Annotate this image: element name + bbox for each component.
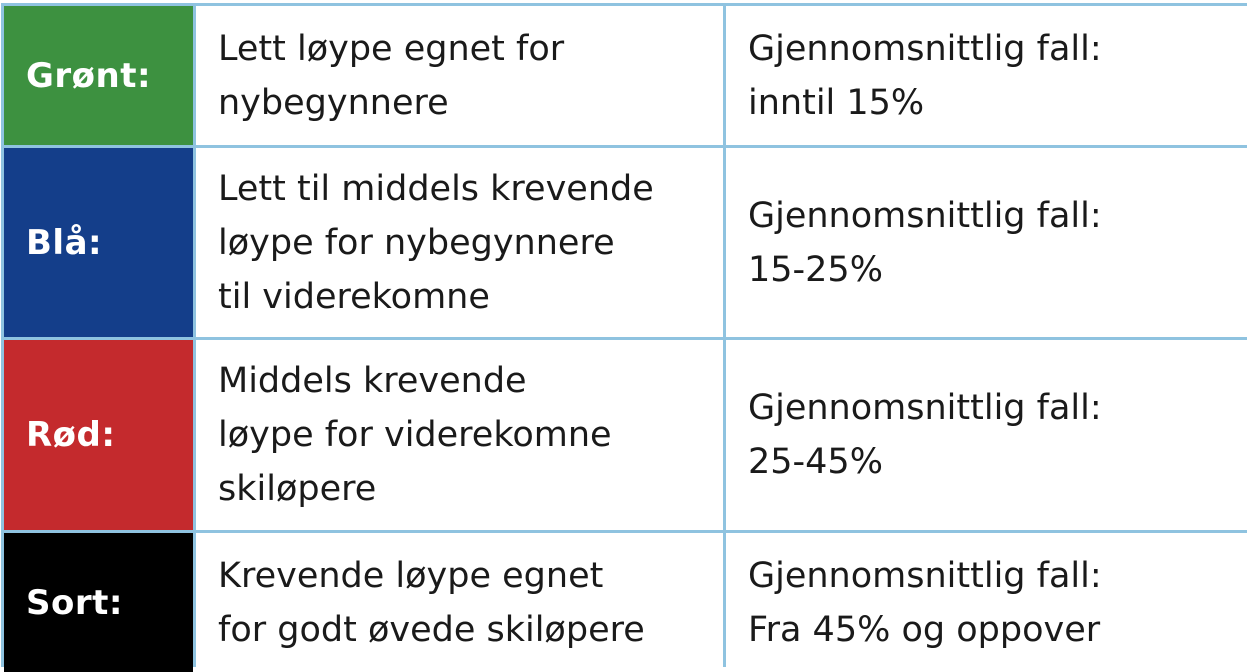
slope-difficulty-table xyxy=(1,3,1247,667)
row-green-fall: Gjennomsnittlig fall: inntil 15% xyxy=(726,6,1248,145)
row-blue-fall: Gjennomsnittlig fall: 15-25% xyxy=(726,148,1248,337)
row-green-description: Lett løype egnet for nybegynnere xyxy=(196,6,723,145)
row-blue-label: Blå: xyxy=(4,148,193,337)
row-black-label: Sort: xyxy=(4,533,193,672)
row-red-label: Rød: xyxy=(4,340,193,530)
row-blue-description: Lett til middels krevende løype for nybegynnere til viderekomne xyxy=(196,148,723,337)
row-red-fall: Gjennomsnittlig fall: 25-45% xyxy=(726,340,1248,530)
row-black-description: Krevende løype egnet for godt øvede skiløpere xyxy=(196,533,723,672)
row-green-label: Grønt: xyxy=(4,6,193,145)
row-black-fall: Gjennomsnittlig fall: Fra 45% og oppover xyxy=(726,533,1248,672)
row-red-description: Middels krevende løype for viderekomne skiløpere xyxy=(196,340,723,530)
